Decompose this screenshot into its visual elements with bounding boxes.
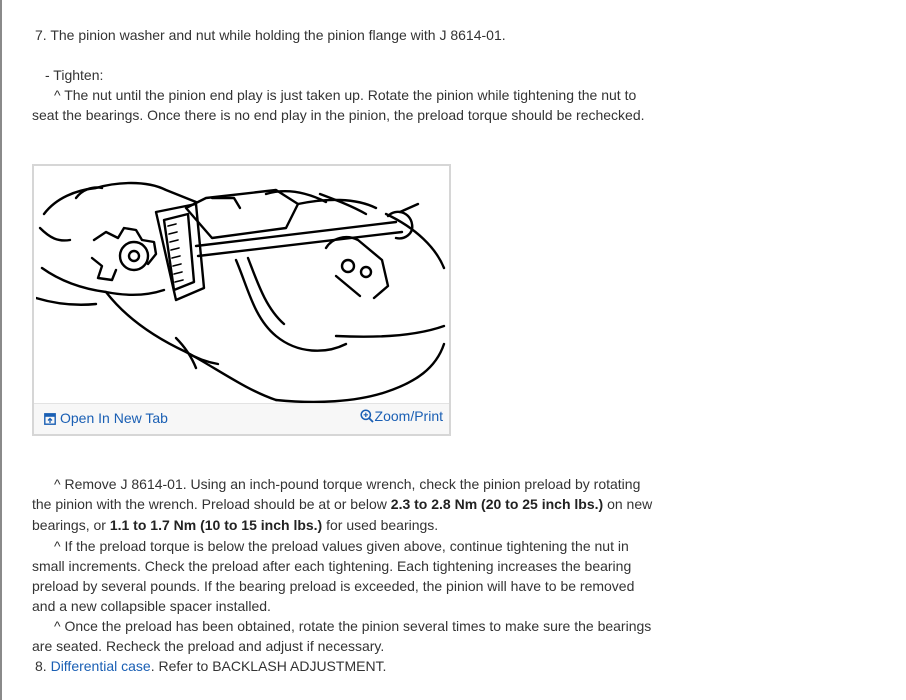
step-8-text: 8. Differential case. Refer to BACKLASH ADJUSTMENT.	[35, 658, 387, 674]
step-7-text: 7. The pinion washer and nut while holding the pinion flange with J 8614-01.	[35, 27, 506, 43]
bullet-below-line-3: preload by several pounds. If the bearing preload is exceeded, the pinion will have to be removed	[32, 578, 635, 594]
zoom-print-link[interactable]	[360, 408, 443, 424]
bullet-below-line-2: small increments. Check the preload after each tightening. Each tightening increases the bearing	[32, 558, 632, 574]
figure-toolbar	[34, 403, 449, 434]
tighten-label: - Tighten:	[45, 67, 104, 83]
used-bearing-preload-value: 1.1 to 1.7 Nm (10 to 15 inch lbs.)	[109, 517, 323, 533]
bullet-remove-line-1: ^ Remove J 8614-01. Using an inch-pound torque wrench, check the pinion preload by rotating	[54, 476, 641, 492]
differential-case-link[interactable]: Differential case	[50, 658, 151, 674]
left-border	[0, 0, 2, 700]
bullet-remove-line-3: bearings, or 1.1 to 1.7 Nm (10 to 15 inch lbs.) for used bearings.	[32, 517, 439, 533]
bullet-end-play-line-1: ^ The nut until the pinion end play is just taken up. Rotate the pinion while tightening the nut to	[54, 87, 637, 103]
zoom-print-label: Zoom/Print	[374, 408, 443, 424]
open-in-new-tab-icon	[44, 413, 56, 425]
figure-pinion-wrench	[32, 164, 451, 436]
bullet-below-line-4: and a new collapsible spacer installed.	[32, 598, 271, 614]
bullet-below-line-1: ^ If the preload torque is below the preload values given above, continue tightening the nut in	[54, 538, 629, 554]
bullet-end-play-line-2: seat the bearings. Once there is no end play in the pinion, the preload torque should be rechecked.	[32, 107, 645, 123]
bullet-once-line-1: ^ Once the preload has been obtained, rotate the pinion several times to make sure the bearings	[54, 618, 652, 634]
new-bearing-preload-value: 2.3 to 2.8 Nm (20 to 25 inch lbs.)	[390, 496, 604, 512]
open-in-new-tab-label: Open In New Tab	[60, 410, 168, 426]
bullet-remove-line-2: the pinion with the wrench. Preload should be at or below 2.3 to 2.8 Nm (20 to 25 inch lbs.) on new	[32, 496, 653, 512]
open-in-new-tab-link[interactable]	[44, 410, 168, 426]
pinion-wrench-illustration	[36, 168, 447, 406]
zoom-magnifier-icon	[360, 409, 374, 423]
bullet-once-line-2: are seated. Recheck the preload and adjust if necessary.	[32, 638, 385, 654]
